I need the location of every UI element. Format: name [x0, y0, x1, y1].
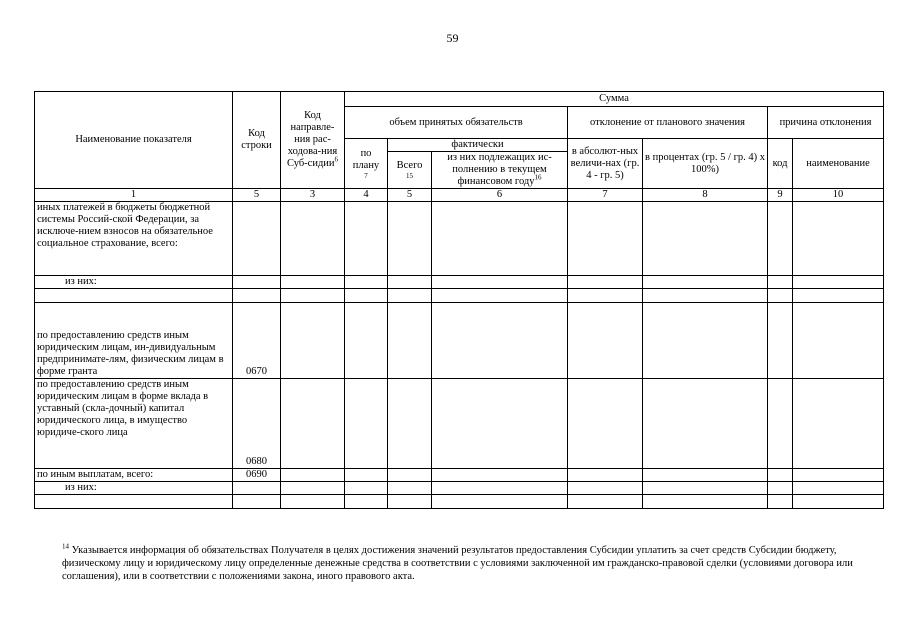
table-row — [35, 303, 884, 379]
table-cell — [281, 495, 345, 509]
footnote-mark: 14 — [62, 542, 69, 551]
table-cell — [568, 469, 643, 482]
table-row — [35, 379, 884, 469]
table-cell — [388, 276, 432, 289]
table-cell — [793, 289, 884, 303]
table-cell — [345, 276, 388, 289]
table-cell — [643, 379, 768, 469]
table-cell — [768, 379, 793, 469]
table-cell — [768, 202, 793, 276]
header-volume: объем принятых обязательств — [345, 107, 568, 139]
table-cell — [768, 482, 793, 495]
column-number: 7 — [568, 189, 643, 202]
table-cell — [388, 482, 432, 495]
row-code: 0680 — [233, 379, 281, 469]
column-number: 3 — [281, 189, 345, 202]
table-cell — [281, 276, 345, 289]
header-code-line: Код строки — [233, 92, 281, 189]
table-row — [35, 482, 884, 495]
header-reason-name: наименование — [793, 139, 884, 189]
table-cell — [568, 289, 643, 303]
table-cell — [281, 202, 345, 276]
column-number: 4 — [345, 189, 388, 202]
header-total: Всего 15 — [388, 152, 432, 189]
table-cell — [793, 495, 884, 509]
row-code: 0690 — [233, 469, 281, 482]
table-cell — [281, 303, 345, 379]
table-cell — [345, 495, 388, 509]
table-cell — [643, 289, 768, 303]
table-cell — [768, 276, 793, 289]
table-cell — [793, 379, 884, 469]
table-cell — [568, 276, 643, 289]
column-number: 5 — [233, 189, 281, 202]
table-cell — [345, 482, 388, 495]
table-cell — [345, 379, 388, 469]
table-cell — [643, 469, 768, 482]
table-cell — [643, 276, 768, 289]
table-cell — [768, 495, 793, 509]
table-cell — [345, 289, 388, 303]
table-row — [35, 289, 884, 303]
table-cell — [388, 495, 432, 509]
table-cell — [793, 202, 884, 276]
row-code — [233, 202, 281, 276]
column-number: 10 — [793, 189, 884, 202]
row-name: по иным выплатам, всего: — [35, 469, 233, 482]
table-row — [35, 495, 884, 509]
table-cell — [388, 379, 432, 469]
table-cell — [281, 379, 345, 469]
column-number: 5 — [388, 189, 432, 202]
table-cell — [643, 303, 768, 379]
table-cell — [345, 202, 388, 276]
row-code — [233, 276, 281, 289]
table-cell — [643, 495, 768, 509]
table-cell — [568, 379, 643, 469]
header-percent: в процентах (гр. 5 / гр. 4) x 100%) — [643, 139, 768, 189]
header-actual: фактически — [388, 139, 568, 152]
column-numbers-row — [35, 189, 884, 202]
table-row — [35, 469, 884, 482]
table-cell — [388, 303, 432, 379]
table-cell — [568, 202, 643, 276]
table-cell — [281, 482, 345, 495]
header-name: Наименование показателя — [35, 92, 233, 189]
table-cell — [281, 289, 345, 303]
table-cell — [388, 202, 432, 276]
table-cell — [768, 303, 793, 379]
row-name: по предоставлению средств иным юридическим лицам в форме вклада в уставный (скла-дочный) капитал юридического лица, в имущество юридиче-ского лица — [35, 379, 233, 469]
table-cell — [432, 482, 568, 495]
table-cell — [388, 289, 432, 303]
header-reason: причина отклонения — [768, 107, 884, 139]
header-reason-code: код — [768, 139, 793, 189]
column-number: 6 — [432, 189, 568, 202]
row-name: из них: — [35, 482, 233, 495]
page-number: 59 — [446, 31, 459, 45]
footnote — [62, 544, 882, 583]
header-deviation: отклонение от планового значения — [568, 107, 768, 139]
obligations-table — [34, 91, 884, 509]
row-code — [233, 495, 281, 509]
table-cell — [345, 469, 388, 482]
table-cell — [568, 482, 643, 495]
row-code — [233, 482, 281, 495]
table-cell — [793, 482, 884, 495]
table-cell — [432, 202, 568, 276]
table-cell — [643, 482, 768, 495]
table-cell — [388, 469, 432, 482]
header-absolute: в абсолют-ных величи-нах (гр. 4 - гр. 5) — [568, 139, 643, 189]
column-number: 1 — [35, 189, 233, 202]
header-code-direction: Код направле-ния рас-ходова-ния Суб-сидии$^6$ — [281, 92, 345, 189]
table-cell — [432, 469, 568, 482]
row-code — [233, 289, 281, 303]
table-cell — [432, 303, 568, 379]
table-cell — [793, 303, 884, 379]
row-name — [35, 289, 233, 303]
table-cell — [643, 202, 768, 276]
table-cell — [768, 469, 793, 482]
header-sum: Сумма — [345, 92, 884, 107]
header-current-year: из них подлежащих ис-полнению в текущем финансовом году$^{16}$ — [432, 152, 568, 189]
table-cell — [568, 495, 643, 509]
row-name: из них: — [35, 276, 233, 289]
footnote-text: Указывается информация об обязательствах Получателя в целях достижения значений результатов предоставления Субсидии уплатить за счет средств Субсидии бюджету, физическому лицу и юридическому лицу определенные денежные средства в соответствии с условиями заключенной им гражданско-правовой сделки (условиями договора или соглашения), или в соответствии с положениями закона, иного правового акта. — [62, 545, 853, 582]
table-cell — [768, 289, 793, 303]
row-name — [35, 495, 233, 509]
table-cell — [345, 303, 388, 379]
table-cell — [281, 469, 345, 482]
row-code: 0670 — [233, 303, 281, 379]
table-cell — [432, 495, 568, 509]
table-row — [35, 202, 884, 276]
table-cell — [793, 276, 884, 289]
table-row — [35, 276, 884, 289]
row-name: по предоставлению средств иным юридическим лицам, ин-дивидуальным предпринимате-лям, физическим лицам в форме гранта — [35, 303, 233, 379]
header-plan: по плану 7 — [345, 139, 388, 189]
column-number: 9 — [768, 189, 793, 202]
table-cell — [793, 469, 884, 482]
table-cell — [432, 289, 568, 303]
table-cell — [432, 276, 568, 289]
table-cell — [432, 379, 568, 469]
row-name: иных платежей в бюджеты бюджетной системы Россий-ской Федерации, за исключе-нием взносов на обязательное социальное страхование, всего: — [35, 202, 233, 276]
column-number: 8 — [643, 189, 768, 202]
table-cell — [568, 303, 643, 379]
